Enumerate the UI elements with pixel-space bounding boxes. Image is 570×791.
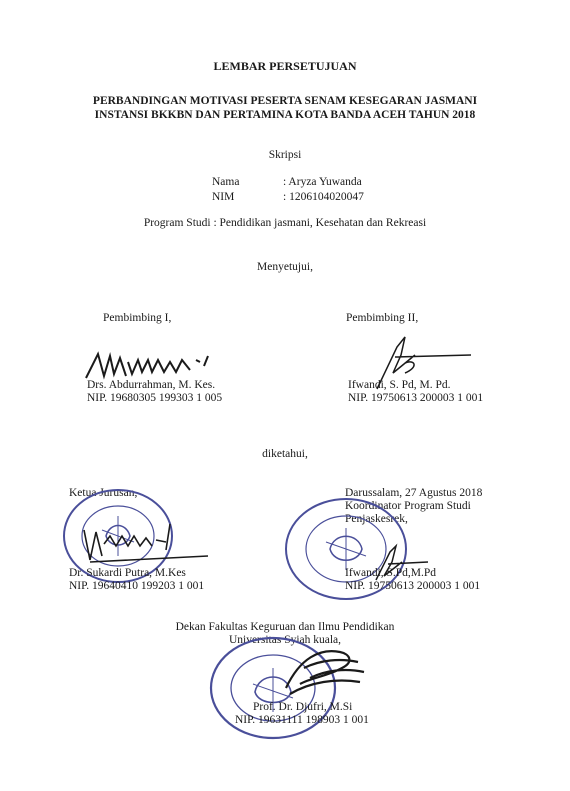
coordinator-name: Ifwandi, S.Pd,M.Pd (345, 567, 437, 579)
head-of-dept-role: Ketua Jurusan, (69, 487, 138, 499)
thesis-title-line2: INSTANSI BKKBN DAN PERTAMINA KOTA BANDA ACEH TAHUN 2018 (94, 109, 476, 121)
name-value: : Aryza Yuwanda (283, 176, 362, 188)
advisor1-name: Drs. Abdurrahman, M. Kes. (87, 379, 216, 391)
head-of-dept-name: Dr. Sukardi Putra, M.Kes (69, 567, 186, 579)
acknowledgement-heading: diketahui, (262, 448, 308, 460)
nim-value: : 1206104020047 (283, 191, 364, 203)
coordinator-role-line2: Penjaskesrek, (345, 513, 408, 525)
dean-role-line2: Universitas Syiah kuala, (228, 634, 342, 646)
advisor2-role: Pembimbing II, (346, 312, 419, 324)
head-of-dept-signature (80, 520, 210, 570)
advisor1-role: Pembimbing I, (103, 312, 172, 324)
dean-name: Prof. Dr. Djufri, M.Si (253, 701, 353, 713)
advisor2-name: Ifwandi, S. Pd, M. Pd. (348, 379, 451, 391)
coordinator-nip: NIP. 19750613 200003 1 001 (345, 580, 481, 592)
document-type: Skripsi (268, 149, 302, 161)
coordinator-role-line1: Koordinator Program Studi (345, 500, 471, 512)
head-of-dept-nip: NIP. 19640410 199203 1 001 (69, 580, 205, 592)
name-label: Nama (212, 176, 240, 188)
dean-nip: NIP. 19631111 198903 1 001 (235, 714, 369, 726)
page-heading: LEMBAR PERSETUJUAN (213, 59, 357, 73)
advisor1-nip: NIP. 19680305 199303 1 005 (87, 392, 223, 404)
approval-heading: Menyetujui, (257, 261, 313, 273)
coordinator-place-date: Darussalam, 27 Agustus 2018 (345, 487, 483, 499)
study-program: Program Studi : Pendidikan jasmani, Kesehatan dan Rekreasi (143, 217, 427, 229)
dean-signature (280, 638, 370, 698)
thesis-title-line1: PERBANDINGAN MOTIVASI PESERTA SENAM KESEGARAN JASMANI (92, 95, 478, 107)
advisor2-nip: NIP. 19750613 200003 1 001 (348, 392, 484, 404)
dean-role-line1: Dekan Fakultas Keguruan dan Ilmu Pendidikan (175, 621, 395, 633)
nim-label: NIM (212, 191, 235, 203)
